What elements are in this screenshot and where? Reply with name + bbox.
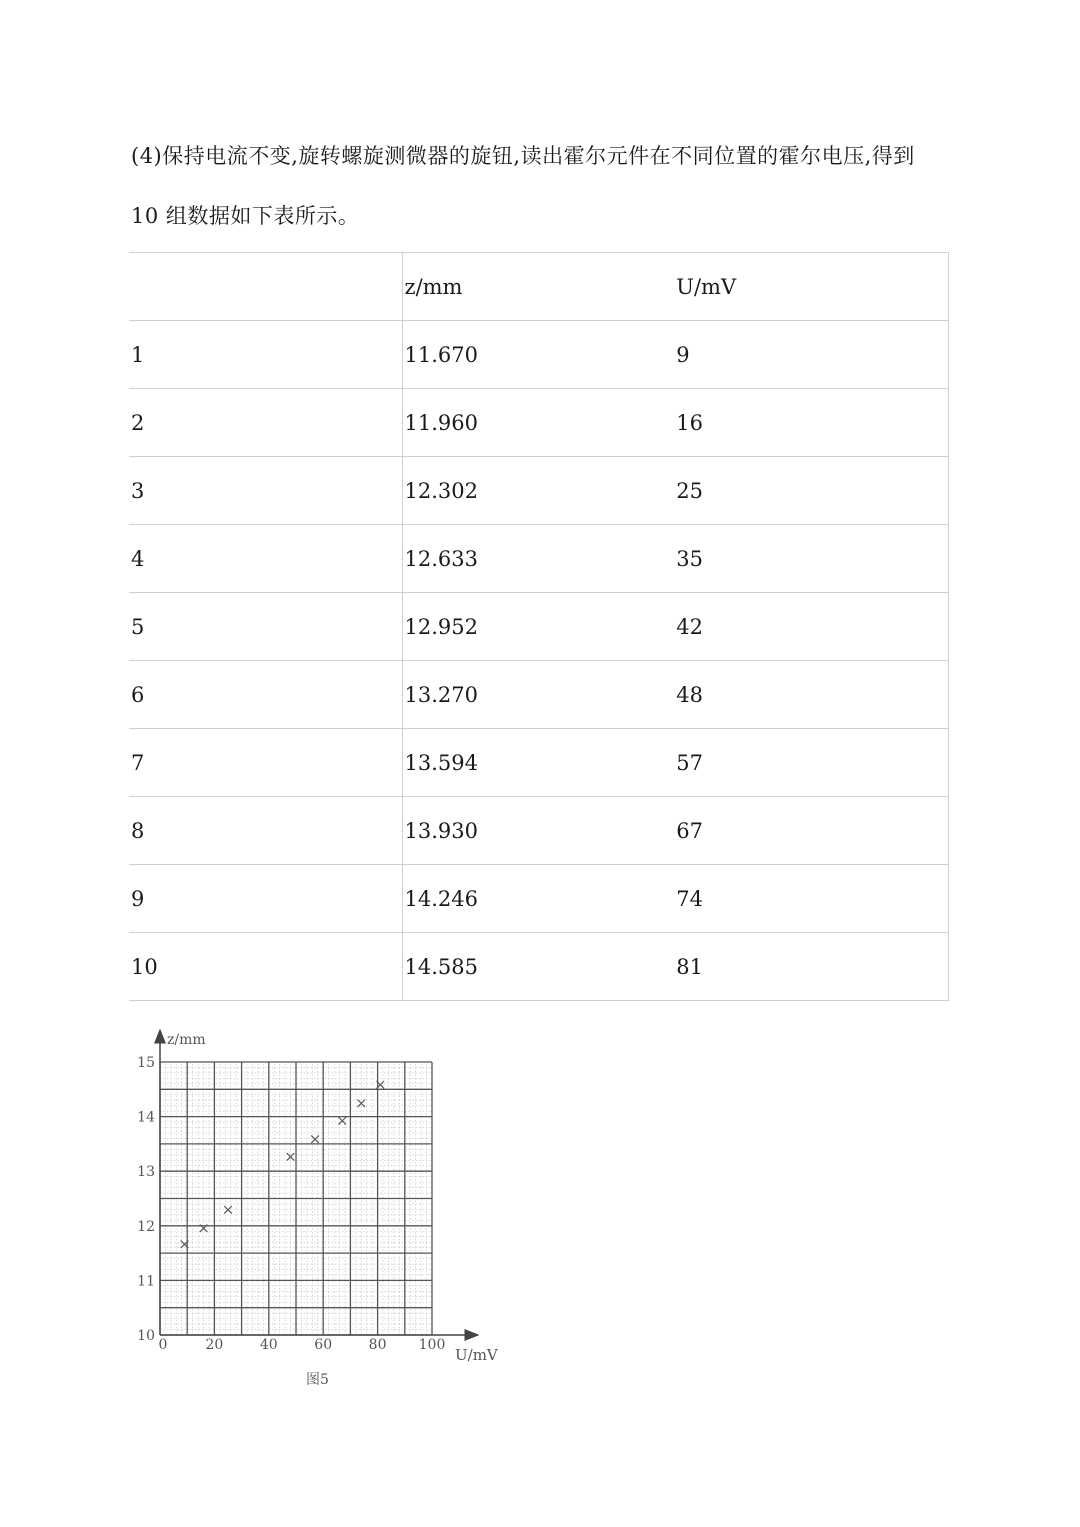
scatter-chart	[130, 1022, 510, 1394]
data-point: ×	[197, 1218, 210, 1237]
table-cell: 48	[674, 661, 948, 729]
table-cell: 13.270	[402, 661, 674, 729]
table-cell: 81	[674, 933, 948, 1001]
data-point: ×	[354, 1093, 368, 1112]
table-cell: 13.594	[402, 729, 674, 797]
table-header-row	[129, 253, 949, 321]
table-cell: 9	[129, 865, 402, 933]
table-cell: 25	[674, 457, 948, 525]
table-row	[129, 797, 949, 865]
x-tick-label: 40	[259, 1337, 278, 1353]
data-point: ×	[308, 1129, 322, 1148]
table-row	[129, 593, 949, 661]
data-point: ×	[374, 1075, 387, 1094]
table-cell: 14.585	[402, 933, 674, 1001]
table-cell: 7	[129, 729, 402, 797]
table-cell: 3	[129, 457, 402, 525]
table-cell: 12.952	[402, 593, 674, 661]
table-cell: 9	[674, 321, 948, 389]
x-tick-label: 0	[158, 1337, 168, 1353]
table-row	[129, 661, 949, 729]
y-tick-label: 11	[137, 1273, 155, 1290]
data-point: ×	[335, 1111, 349, 1130]
question-paragraph-line-2: 10 组数据如下表所示。	[131, 204, 360, 228]
x-tick-label: 100	[418, 1337, 446, 1353]
y-axis-label: z/mm	[167, 1032, 206, 1048]
table-row	[129, 457, 949, 525]
table-cell: 1	[129, 321, 402, 389]
table-header-cell	[129, 253, 402, 321]
table-cell: 11.960	[402, 389, 674, 457]
x-axis-label: U/mV	[455, 1346, 498, 1364]
table-cell: 74	[674, 865, 948, 933]
data-table	[129, 252, 949, 1001]
scatter-chart-figure	[130, 1022, 510, 1394]
data-point: ×	[284, 1147, 297, 1166]
table-cell: 10	[129, 933, 402, 1001]
x-tick-label: 60	[314, 1337, 333, 1353]
table-cell: 42	[674, 593, 948, 661]
table-cell: 67	[674, 797, 948, 865]
y-tick-label: 13	[137, 1164, 155, 1181]
table-header-cell: z/mm	[402, 253, 674, 321]
table-row	[129, 865, 949, 933]
x-tick-label: 80	[368, 1337, 387, 1353]
table-cell: 57	[674, 729, 948, 797]
table-row	[129, 933, 949, 1001]
y-tick-label: 12	[137, 1218, 155, 1235]
chart-major-grid	[160, 1062, 432, 1335]
table-cell: 16	[674, 389, 948, 457]
question-paragraph-line-1: (4)保持电流不变,旋转螺旋测微器的旋钮,读出霍尔元件在不同位置的霍尔电压,得到	[131, 144, 915, 168]
table-cell: 4	[129, 525, 402, 593]
table-cell: 2	[129, 389, 402, 457]
chart-axes	[160, 1030, 478, 1335]
y-tick-label: 14	[137, 1109, 155, 1126]
table-row	[129, 729, 949, 797]
table-row	[129, 389, 949, 457]
figure-caption: 图5	[306, 1372, 329, 1388]
table-header-cell: U/mV	[674, 253, 948, 321]
table-cell: 8	[129, 797, 402, 865]
table-cell: 12.633	[402, 525, 674, 593]
table-cell: 13.930	[402, 797, 674, 865]
y-tick-label: 10	[137, 1328, 155, 1344]
table-cell: 35	[674, 525, 948, 593]
table-cell: 12.302	[402, 457, 674, 525]
table-row	[129, 525, 949, 593]
table-cell: 14.246	[402, 865, 674, 933]
data-point: ×	[178, 1234, 191, 1253]
table-row	[129, 321, 949, 389]
y-tick-label: 15	[137, 1055, 155, 1071]
x-tick-label: 20	[205, 1337, 224, 1353]
data-point: ×	[221, 1200, 235, 1219]
table-cell: 5	[129, 593, 402, 661]
table-cell: 6	[129, 661, 402, 729]
table-cell: 11.670	[402, 321, 674, 389]
